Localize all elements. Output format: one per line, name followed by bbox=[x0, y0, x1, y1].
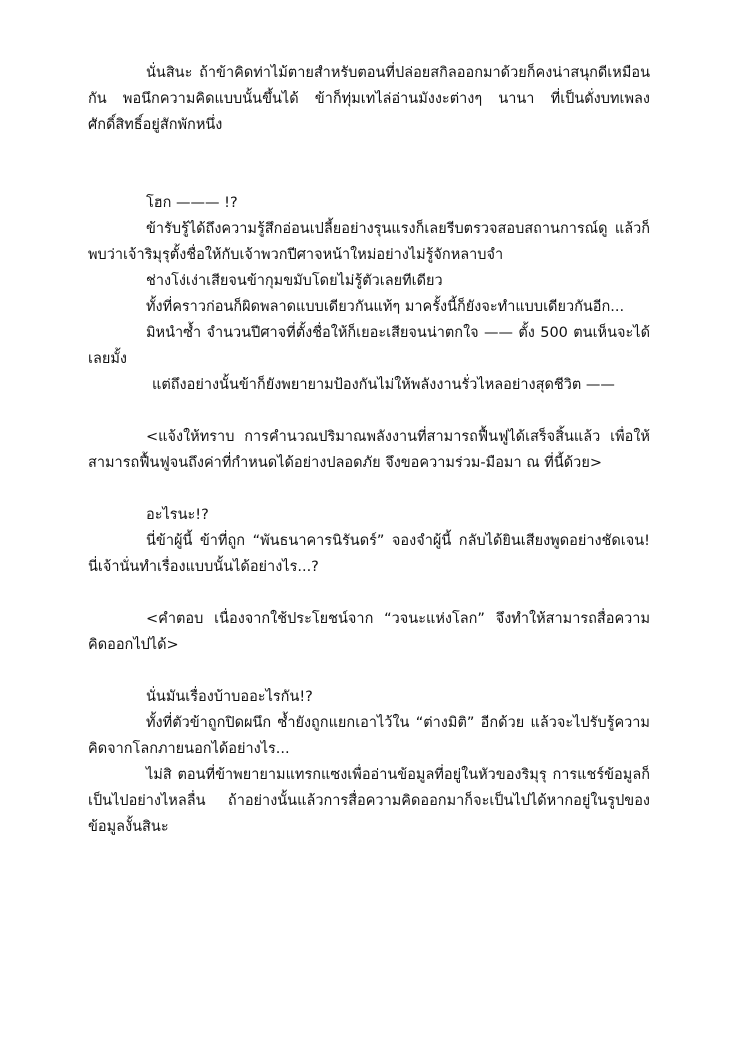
document-body bbox=[88, 60, 650, 840]
paragraph: ข้ารับรู้ได้ถึงความรู้สึกอ่อนเปลี้ยอย่างรุนแรงก็เลยรีบตรวจสอบสถานการณ์ดู แล้วก็พบว่าเจ้าริมุรุตั้งชื่อให้กับเจ้าพวกปีศาจหน้าใหม่อย่างไม่รู้จักหลาบจำ bbox=[88, 221, 650, 263]
paragraph: ไม่สิ ตอนที่ข้าพยายามแทรกแซงเพื่ออ่านข้อมูลที่อยู่ในหัวของริมุรุ การแชร์ข้อมูลก็เป็นไปอย่างไหลลื่น ถ้าอย่างนั้นแล้วการสื่อความคิดออกมาก็จะเป็นไปได้หากอยู่ในรูปของข้อมูลงั้นสินะ bbox=[88, 767, 650, 835]
paragraph-spacer bbox=[88, 398, 650, 424]
paragraph: นั่นสินะ ถ้าข้าคิดท่าไม้ตายสำหรับตอนที่ปล่อยสกิลออกมาด้วยก็คงน่าสนุกดีเหมือนกัน พอนึกความคิดแบบนั้นขึ้นได้ ข้าก็ทุ่มเทไล่อ่านมังงะต่างๆ นานา ที่เป็นดั่งบทเพลงศักดิ์สิทธิ์อยู่สักพักหนึ่ง bbox=[88, 65, 650, 133]
paragraph-spacer bbox=[88, 658, 650, 684]
paragraph-spacer bbox=[88, 476, 650, 502]
paragraph: ทั้งที่คราวก่อนก็ผิดพลาดแบบเดียวกันแท้ๆ มาครั้งนี้ก็ยังจะทำแบบเดียวกันอีก... bbox=[146, 299, 625, 315]
paragraph: แต่ถึงอย่างนั้นข้าก็ยังพยายามป้องกันไม่ให้พลังงานรั่วไหลอย่างสุดชีวิต —— bbox=[152, 377, 615, 393]
paragraph-spacer bbox=[88, 580, 650, 606]
paragraph: นี่ข้าผู้นี้ ข้าที่ถูก “พันธนาคารนิรันดร์” จองจำผู้นี้ กลับได้ยินเสียงพูดอย่างชัดเจน! นี่เจ้านั่นทำเรื่องแบบนั้นได้อย่างไร...? bbox=[88, 533, 650, 575]
system-message: <คำตอบ เนื่องจากใช้ประโยชน์จาก “วจนะแห่งโลก” จึงทำให้สามารถสื่อความคิดออกไปได้> bbox=[88, 611, 650, 653]
paragraph: นั่นมันเรื่องบ้าบออะไรกัน!? bbox=[146, 689, 313, 705]
system-message: <แจ้งให้ทราบ การคำนวณปริมาณพลังงานที่สามารถฟื้นฟูได้เสร็จสิ้นแล้ว เพื่อให้สามารถฟื้นฟูจนถึงค่าที่กำหนดได้อย่างปลอดภัย จึงขอความร่วม-มือมา ณ ที่นี้ด้วย> bbox=[88, 429, 650, 471]
paragraph: ช่างโง่เง่าเสียจนข้ากุมขมับโดยไม่รู้ตัวเลยทีเดียว bbox=[146, 273, 443, 289]
paragraph-spacer bbox=[88, 138, 650, 164]
paragraph: อะไรนะ!? bbox=[146, 507, 209, 523]
paragraph-spacer bbox=[88, 164, 650, 190]
paragraph: ทั้งที่ตัวข้าถูกปิดผนึก ซ้ำยังถูกแยกเอาไว้ใน “ต่างมิติ” อีกด้วย แล้วจะไปรับรู้ความคิดจากโลกภายนอกได้อย่างไร... bbox=[88, 715, 650, 757]
paragraph: โฮก ——— !? bbox=[146, 195, 238, 211]
paragraph: มิหนำซ้ำ จำนวนปีศาจที่ตั้งชื่อให้ก็เยอะเสียจนน่าตกใจ —— ตั้ง 500 ตนเห็นจะได้เลยมั้ง bbox=[88, 325, 650, 367]
